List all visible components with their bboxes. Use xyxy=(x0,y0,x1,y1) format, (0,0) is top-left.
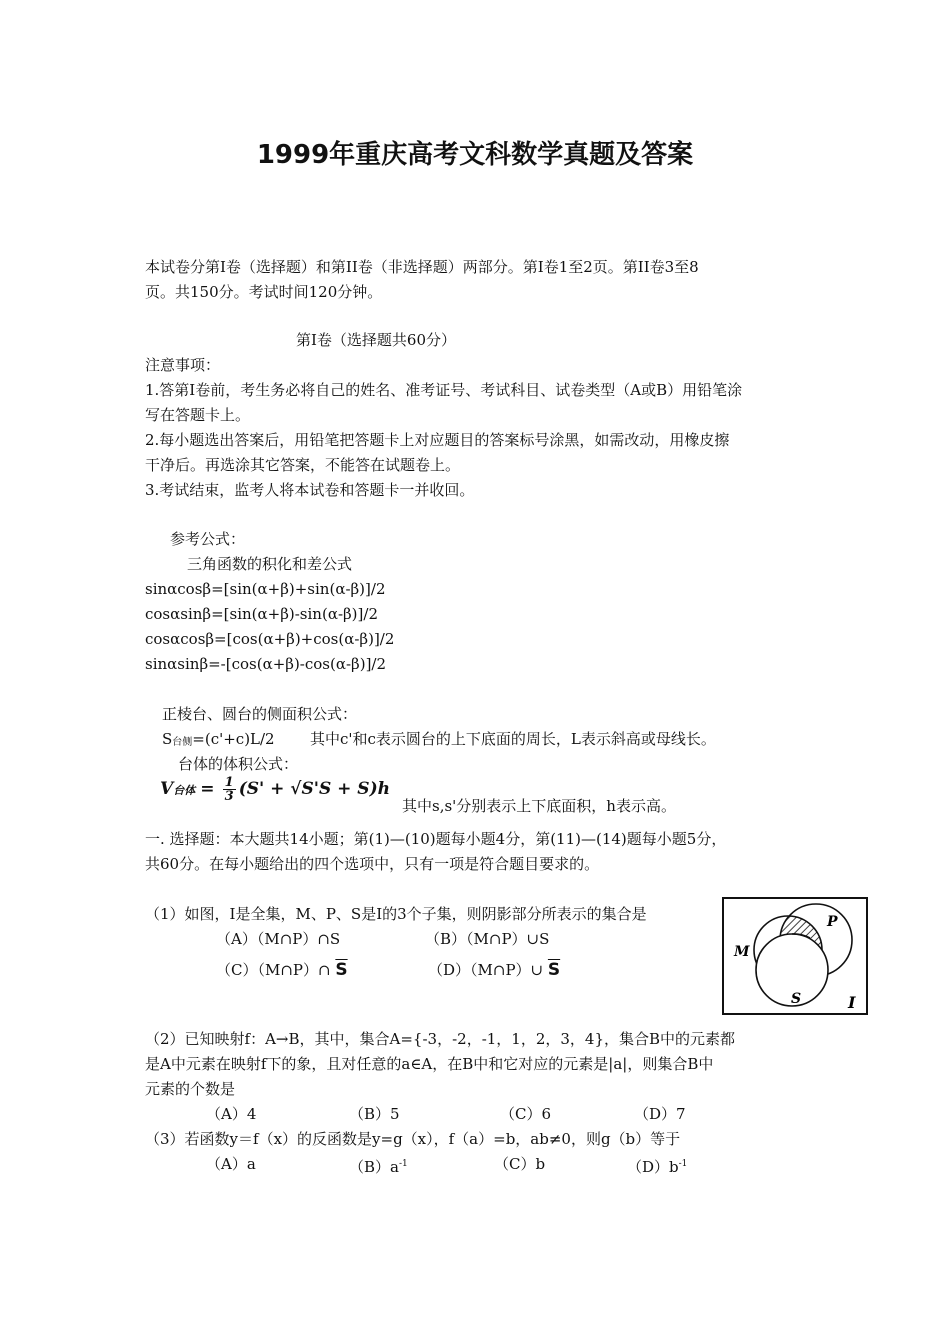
q3-option-b-text: （B）a xyxy=(349,1158,399,1176)
q3-option-d-text: （D）b xyxy=(627,1158,679,1176)
lateral-formula xyxy=(162,727,275,755)
q1-stem: （1）如图，I是全集，M、P、S是I的3个子集，则阴影部分所表示的集合是 xyxy=(145,905,647,923)
fraction-numerator: 1 xyxy=(224,775,234,790)
volume-formula xyxy=(160,776,390,810)
volume-body: (S' + √S'S + S)h xyxy=(238,779,390,799)
label-s: S xyxy=(791,991,802,1007)
lateral-heading: 正棱台、圆台的侧面积公式： xyxy=(162,705,358,723)
q1-option-b: （B）（M∩P）∪S xyxy=(425,930,550,948)
note-3: 3.考试结束，监考人将本试卷和答题卡一并收回。 xyxy=(145,481,475,499)
fraction-denominator: 3 xyxy=(224,789,234,804)
lateral-s: S xyxy=(162,730,173,748)
q1-option-a: （A）（M∩P）∩S xyxy=(216,930,341,948)
q1-option-c xyxy=(216,958,348,983)
intro-line-1: 本试卷分第Ⅰ卷（选择题）和第II卷（非选择题）两部分。第Ⅰ卷1至2页。第II卷3至8 xyxy=(145,258,699,276)
section1-line-2: 共60分。在每小题给出的四个选项中，只有一项是符合题目要求的。 xyxy=(145,855,600,873)
q2-option-a: （A）4 xyxy=(206,1105,257,1123)
trig-formula-3: cosαcosβ=[cos(α+β)+cos(α-β)]/2 xyxy=(145,630,395,648)
q1-option-d-complement-s: $\overline{S}$ xyxy=(547,960,561,980)
q2-option-c: （C）6 xyxy=(500,1105,552,1123)
volume-heading: 台体的体积公式： xyxy=(178,755,299,773)
q1-option-d-text: （D）（M∩P）∪ xyxy=(428,961,544,979)
intro-line-2: 页。共150分。考试时间120分钟。 xyxy=(145,283,383,301)
volume-fraction xyxy=(223,776,236,803)
q2-line-1: （2）已知映射f：A→B，其中，集合A={-3，-2，-1，1，2，3，4}，集合B中的元素都 xyxy=(145,1030,736,1048)
q2-line-2: 是A中元素在映射f下的象，且对任意的a∈A，在B中和它对应的元素是|a|，则集合B中 xyxy=(145,1055,714,1073)
volume-description: 其中s,s'分别表示上下底面积，h表示高。 xyxy=(402,797,676,815)
lateral-expr: =(c'+c)L/2 xyxy=(192,730,275,748)
note-1a: 1.答第Ⅰ卷前，考生务必将自己的姓名、准考证号、考试科目、试卷类型（A或B）用铅笔涂 xyxy=(145,381,743,399)
volume-equals: = xyxy=(200,779,215,799)
trig-formula-2: cosαsinβ=[sin(α+β)-sin(α-β)]/2 xyxy=(145,605,378,623)
label-i: I xyxy=(848,993,856,1012)
trig-formula-4: sinαsinβ=-[cos(α+β)-cos(α-β)]/2 xyxy=(145,655,387,673)
q1-option-c-text: （C）（M∩P）∩ xyxy=(216,961,331,979)
trig-formula-1: sinαcosβ=[sin(α+β)+sin(α-β)]/2 xyxy=(145,580,386,598)
lateral-subscript: 台侧 xyxy=(172,737,193,748)
q2-line-3: 元素的个数是 xyxy=(145,1080,236,1098)
section1-line-1: 一. 选择题：本大题共14小题；第(1)—(10)题每小题4分，第(11)—(14)题每小题5分， xyxy=(145,830,727,848)
q2-option-d: （D）7 xyxy=(634,1105,686,1123)
q3-option-b-exponent: -1 xyxy=(398,1159,408,1169)
venn-diagram xyxy=(720,894,870,1018)
q1-option-c-complement-s: $\overline{S}$ xyxy=(335,960,348,980)
volume-subscript: 台体 xyxy=(173,784,196,797)
note-1b: 写在答题卡上。 xyxy=(145,406,251,424)
volume-v: V xyxy=(160,779,174,799)
q3-option-c: （C）b xyxy=(494,1155,546,1173)
q3-option-b xyxy=(349,1152,408,1180)
label-m: M xyxy=(734,944,750,960)
q3-stem: （3）若函数y＝f（x）的反函数是y=g（x），f（a）=b，ab≠0，则g（b）等于 xyxy=(145,1130,681,1148)
label-p: P xyxy=(827,914,838,930)
page-title: 1999年重庆高考文科数学真题及答案 xyxy=(256,140,694,170)
notes-heading: 注意事项： xyxy=(145,356,221,374)
note-2b: 干净后。再选涂其它答案，不能答在试题卷上。 xyxy=(145,456,461,474)
q3-option-d-exponent: -1 xyxy=(678,1159,688,1169)
q2-option-b: （B）5 xyxy=(349,1105,400,1123)
trig-heading: 三角函数的积化和差公式 xyxy=(187,555,353,573)
q1-option-d xyxy=(428,958,560,983)
formulas-heading: 参考公式： xyxy=(170,530,246,548)
note-2a: 2.每小题选出答案后，用铅笔把答题卡上对应题目的答案标号涂黑，如需改动，用橡皮擦 xyxy=(145,431,730,449)
q3-option-a: （A）a xyxy=(206,1155,256,1173)
part1-heading: 第Ⅰ卷（选择题共60分） xyxy=(296,331,457,349)
q3-option-d xyxy=(627,1152,687,1180)
lateral-description: 其中c'和c表示圆台的上下底面的周长，L表示斜高或母线长。 xyxy=(310,730,716,748)
